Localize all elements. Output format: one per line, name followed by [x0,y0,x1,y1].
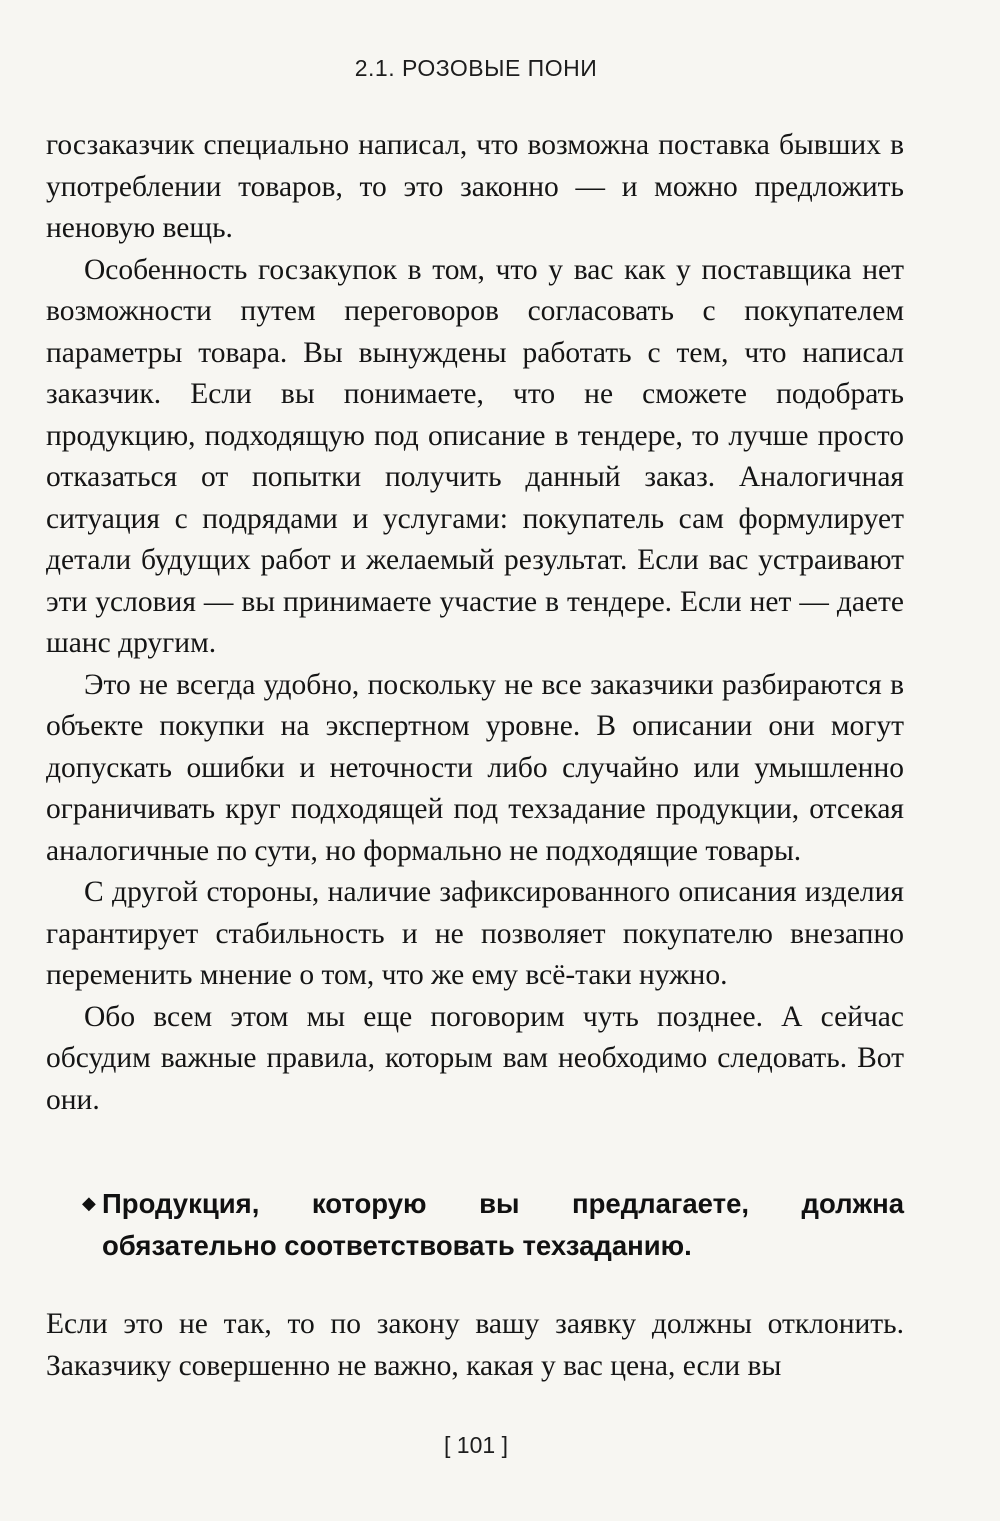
diamond-bullet-icon: ◆ [82,1193,96,1214]
paragraph: Это не всегда удобно, поскольку не все заказчики разбираются в объекте покупки на экспертном уровне. В описании они могут допускать ошибки и неточности либо случайно или умышленно ограничивать круг подходящей под техзадание продукции, отсекая аналогичные по сути, но формально не подходящие товары. [46,668,904,867]
page-number: [ 101 ] [444,1432,508,1458]
paragraph: Особенность госзакупок в том, что у вас как у поставщика нет возможности путем переговоров согласовать с покупателем параметры товара. Вы вынуждены работать с тем, что написал заказчик. Если вы понимаете, что не сможете подобрать продукцию, подходящую под описание в тендере, то лучше просто отказаться от попытки получить данный заказ. Аналогичная ситуация с подрядами и услугами: покупатель сам формулирует детали будущих работ и желаемый результат. Если вас устраивают эти условия — вы принимаете участие в тендере. Если нет — даете шанс другим. [46,253,904,659]
paragraph-continuation: госзаказчик специально написал, что возможна поставка бывших в употреблении товаров, то это законно — и можно предложить неновую вещь. [46,129,904,244]
paragraph: Обо всем этом мы еще поговорим чуть позднее. А сейчас обсудим важные правила, которым вам необходимо следовать. Вот они. [46,1000,904,1116]
body-text [46,125,904,1121]
running-head: 2.1. РОЗОВЫЕ ПОНИ [354,55,598,81]
closing-paragraph: Если это не так, то по закону вашу заявку должны отклонить. Заказчику совершенно не важно, какая у вас цена, если вы [46,1308,904,1382]
body-text-after-rule [46,1304,904,1387]
paragraph: С другой стороны, наличие зафиксированного описания изделия гарантирует стабильность и не позволяет покупателю внезапно переменить мнение о том, что же ему всё-таки нужно. [46,876,904,991]
rule-list-item [74,1183,904,1267]
rule-text: Продукция, которую вы предлагаете, должна обязательно соответствовать техзаданию. [102,1188,904,1261]
book-page [46,0,906,1521]
